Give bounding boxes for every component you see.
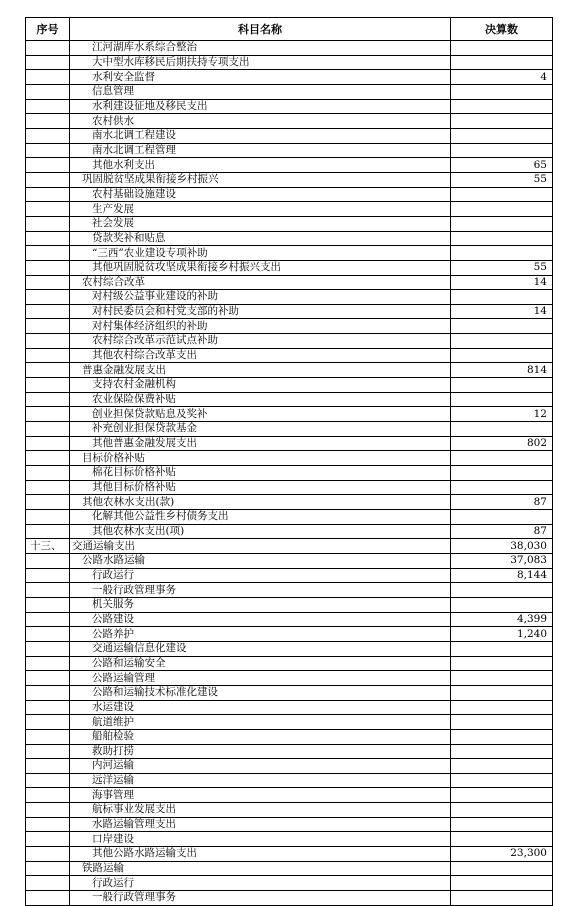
amount-cell: 4	[451, 70, 553, 85]
amount-cell: 37,083	[451, 553, 553, 568]
item-name-cell: 行政运行	[70, 568, 451, 583]
amount-cell	[451, 143, 553, 158]
table-row	[26, 715, 553, 730]
seq-cell	[26, 348, 70, 363]
table-row	[26, 172, 553, 187]
table-row	[26, 466, 553, 481]
table-row	[26, 510, 553, 525]
table-row	[26, 788, 553, 803]
table-row	[26, 348, 553, 363]
table-row	[26, 55, 553, 70]
amount-cell: 1,240	[451, 627, 553, 642]
amount-cell: 12	[451, 407, 553, 422]
header-amount: 决算数	[451, 18, 553, 41]
item-name-cell: 创业担保贷款贴息及奖补	[70, 407, 451, 422]
amount-cell	[451, 656, 553, 671]
seq-cell	[26, 114, 70, 129]
seq-cell	[26, 304, 70, 319]
seq-cell	[26, 553, 70, 568]
amount-cell	[451, 466, 553, 481]
item-name-cell: 对村级公益事业建设的补助	[70, 290, 451, 305]
item-name-cell: 公路运输管理	[70, 671, 451, 686]
amount-cell	[451, 99, 553, 114]
item-name-cell: 农村供水	[70, 114, 451, 129]
seq-cell	[26, 55, 70, 70]
amount-cell	[451, 290, 553, 305]
seq-cell	[26, 568, 70, 583]
item-name-cell: 南水北调工程管理	[70, 143, 451, 158]
seq-cell	[26, 128, 70, 143]
table-row	[26, 392, 553, 407]
item-name-cell: 普惠金融发展支出	[70, 363, 451, 378]
seq-cell	[26, 334, 70, 349]
item-name-cell: 一般行政管理事务	[70, 583, 451, 598]
seq-cell	[26, 773, 70, 788]
item-name-cell: 交通运输信息化建设	[70, 641, 451, 656]
table-row	[26, 304, 553, 319]
seq-cell	[26, 172, 70, 187]
amount-cell	[451, 422, 553, 437]
seq-cell	[26, 407, 70, 422]
amount-cell	[451, 744, 553, 759]
amount-cell	[451, 84, 553, 99]
table-row	[26, 480, 553, 495]
table-row	[26, 319, 553, 334]
seq-cell	[26, 41, 70, 56]
table-row	[26, 407, 553, 422]
amount-cell: 814	[451, 363, 553, 378]
seq-cell	[26, 847, 70, 862]
amount-cell	[451, 480, 553, 495]
table-header-row	[26, 18, 553, 41]
amount-cell	[451, 114, 553, 129]
amount-cell: 65	[451, 158, 553, 173]
item-name-cell: 行政运行	[70, 876, 451, 891]
table-row	[26, 260, 553, 275]
seq-cell	[26, 656, 70, 671]
seq-cell	[26, 627, 70, 642]
seq-cell	[26, 817, 70, 832]
amount-cell	[451, 187, 553, 202]
table-row	[26, 583, 553, 598]
item-name-cell: 航道维护	[70, 715, 451, 730]
seq-cell	[26, 700, 70, 715]
amount-cell	[451, 510, 553, 525]
seq-cell	[26, 378, 70, 393]
item-name-cell: 航标事业发展支出	[70, 803, 451, 818]
item-name-cell: 社会发展	[70, 216, 451, 231]
seq-cell	[26, 260, 70, 275]
table-row	[26, 143, 553, 158]
seq-cell	[26, 363, 70, 378]
table-row	[26, 378, 553, 393]
header-name: 科目名称	[70, 18, 451, 41]
amount-cell: 23,300	[451, 847, 553, 862]
item-name-cell: 目标价格补贴	[70, 451, 451, 466]
item-name-cell: 补充创业担保贷款基金	[70, 422, 451, 437]
seq-cell	[26, 422, 70, 437]
amount-cell: 87	[451, 524, 553, 539]
seq-cell	[26, 832, 70, 847]
item-name-cell: 其他普惠金融发展支出	[70, 436, 451, 451]
amount-cell	[451, 451, 553, 466]
seq-cell	[26, 583, 70, 598]
amount-cell	[451, 700, 553, 715]
item-name-cell: 机关服务	[70, 597, 451, 612]
item-name-cell: 巩固脱贫坚成果衔接乡村振兴	[70, 172, 451, 187]
amount-cell	[451, 334, 553, 349]
seq-cell	[26, 246, 70, 261]
table-row	[26, 817, 553, 832]
item-name-cell: 其他农林水支出(款)	[70, 495, 451, 510]
table-row	[26, 568, 553, 583]
seq-cell	[26, 216, 70, 231]
seq-cell	[26, 84, 70, 99]
item-name-cell: 其他农村综合改革支出	[70, 348, 451, 363]
table-row	[26, 246, 553, 261]
seq-cell	[26, 744, 70, 759]
amount-cell	[451, 876, 553, 891]
table-row	[26, 685, 553, 700]
amount-cell	[451, 803, 553, 818]
item-name-cell: 公路养护	[70, 627, 451, 642]
amount-cell	[451, 729, 553, 744]
amount-cell	[451, 685, 553, 700]
item-name-cell: 交通运输支出	[70, 539, 451, 554]
amount-cell	[451, 788, 553, 803]
table-row	[26, 700, 553, 715]
table-row	[26, 41, 553, 56]
table-row	[26, 363, 553, 378]
amount-cell	[451, 597, 553, 612]
item-name-cell: 其他目标价格补贴	[70, 480, 451, 495]
item-name-cell: 公路水路运输	[70, 553, 451, 568]
item-name-cell: 江河湖库水系综合整治	[70, 41, 451, 56]
item-name-cell: 对村民委员会和村党支部的补助	[70, 304, 451, 319]
seq-cell	[26, 788, 70, 803]
table-row	[26, 729, 553, 744]
item-name-cell: 水路运输管理支出	[70, 817, 451, 832]
seq-cell	[26, 290, 70, 305]
table-row	[26, 671, 553, 686]
seq-cell	[26, 671, 70, 686]
item-name-cell: 农村基础设施建设	[70, 187, 451, 202]
header-seq: 序号	[26, 18, 70, 41]
table-row	[26, 524, 553, 539]
amount-cell: 38,030	[451, 539, 553, 554]
amount-cell	[451, 319, 553, 334]
item-name-cell: 生产发展	[70, 202, 451, 217]
seq-cell	[26, 158, 70, 173]
table-row	[26, 495, 553, 510]
item-name-cell: 海事管理	[70, 788, 451, 803]
seq-cell	[26, 803, 70, 818]
seq-cell	[26, 392, 70, 407]
table-row	[26, 539, 553, 554]
seq-cell	[26, 99, 70, 114]
item-name-cell: 铁路运输	[70, 861, 451, 876]
seq-cell: 十三、	[26, 539, 70, 554]
item-name-cell: 内河运输	[70, 759, 451, 774]
item-name-cell: 贷款奖补和贴息	[70, 231, 451, 246]
table-row	[26, 216, 553, 231]
amount-cell	[451, 773, 553, 788]
seq-cell	[26, 70, 70, 85]
seq-cell	[26, 202, 70, 217]
item-name-cell: 信息管理	[70, 84, 451, 99]
table-row	[26, 832, 553, 847]
amount-cell	[451, 583, 553, 598]
item-name-cell: “三西”农业建设专项补助	[70, 246, 451, 261]
item-name-cell: 农村综合改革示范试点补助	[70, 334, 451, 349]
amount-cell: 55	[451, 260, 553, 275]
seq-cell	[26, 143, 70, 158]
item-name-cell: 其他巩固脱贫攻坚成果衔接乡村振兴支出	[70, 260, 451, 275]
item-name-cell: 其他公路水路运输支出	[70, 847, 451, 862]
amount-cell	[451, 671, 553, 686]
item-name-cell: 公路和运输安全	[70, 656, 451, 671]
table-row	[26, 876, 553, 891]
amount-cell	[451, 348, 553, 363]
amount-cell	[451, 759, 553, 774]
item-name-cell: 南水北调工程建设	[70, 128, 451, 143]
item-name-cell: 农业保险保费补贴	[70, 392, 451, 407]
table-row	[26, 553, 553, 568]
table-row	[26, 334, 553, 349]
item-name-cell: 其他农林水支出(项)	[70, 524, 451, 539]
item-name-cell: 其他水利支出	[70, 158, 451, 173]
amount-cell: 8,144	[451, 568, 553, 583]
item-name-cell: 支持农村金融机构	[70, 378, 451, 393]
item-name-cell: 公路建设	[70, 612, 451, 627]
item-name-cell: 救助打捞	[70, 744, 451, 759]
table-row	[26, 861, 553, 876]
amount-cell: 4,399	[451, 612, 553, 627]
amount-cell: 87	[451, 495, 553, 510]
table-row	[26, 847, 553, 862]
amount-cell	[451, 817, 553, 832]
item-name-cell: 船舶检验	[70, 729, 451, 744]
amount-cell	[451, 715, 553, 730]
table-row	[26, 759, 553, 774]
table-row	[26, 70, 553, 85]
seq-cell	[26, 466, 70, 481]
seq-cell	[26, 231, 70, 246]
amount-cell: 802	[451, 436, 553, 451]
table-row	[26, 128, 553, 143]
seq-cell	[26, 495, 70, 510]
item-name-cell: 水利安全监督	[70, 70, 451, 85]
seq-cell	[26, 612, 70, 627]
seq-cell	[26, 597, 70, 612]
seq-cell	[26, 685, 70, 700]
amount-cell: 14	[451, 304, 553, 319]
table-row	[26, 114, 553, 129]
seq-cell	[26, 715, 70, 730]
table-row	[26, 641, 553, 656]
table-row	[26, 773, 553, 788]
amount-cell	[451, 216, 553, 231]
item-name-cell: 大中型水库移民后期扶持专项支出	[70, 55, 451, 70]
amount-cell: 55	[451, 172, 553, 187]
table-row	[26, 422, 553, 437]
table-row	[26, 290, 553, 305]
item-name-cell: 远洋运输	[70, 773, 451, 788]
table-row	[26, 656, 553, 671]
item-name-cell: 一般行政管理事务	[70, 891, 451, 906]
seq-cell	[26, 510, 70, 525]
table-row	[26, 803, 553, 818]
table-row	[26, 597, 553, 612]
amount-cell	[451, 246, 553, 261]
item-name-cell: 水利建设征地及移民支出	[70, 99, 451, 114]
table-row	[26, 84, 553, 99]
seq-cell	[26, 275, 70, 290]
amount-cell	[451, 641, 553, 656]
amount-cell	[451, 392, 553, 407]
table-row	[26, 275, 553, 290]
seq-cell	[26, 759, 70, 774]
item-name-cell: 公路和运输技术标准化建设	[70, 685, 451, 700]
seq-cell	[26, 436, 70, 451]
amount-cell	[451, 55, 553, 70]
table-body	[26, 41, 553, 906]
amount-cell: 14	[451, 275, 553, 290]
amount-cell	[451, 41, 553, 56]
table-row	[26, 99, 553, 114]
seq-cell	[26, 451, 70, 466]
amount-cell	[451, 128, 553, 143]
table-row	[26, 612, 553, 627]
table-row	[26, 436, 553, 451]
seq-cell	[26, 319, 70, 334]
table-row	[26, 744, 553, 759]
item-name-cell: 水运建设	[70, 700, 451, 715]
table-row	[26, 627, 553, 642]
seq-cell	[26, 641, 70, 656]
amount-cell	[451, 378, 553, 393]
table-row	[26, 231, 553, 246]
amount-cell	[451, 861, 553, 876]
table-row	[26, 202, 553, 217]
seq-cell	[26, 480, 70, 495]
seq-cell	[26, 861, 70, 876]
seq-cell	[26, 876, 70, 891]
seq-cell	[26, 524, 70, 539]
item-name-cell: 棉花目标价格补贴	[70, 466, 451, 481]
item-name-cell: 口岸建设	[70, 832, 451, 847]
table-row	[26, 158, 553, 173]
amount-cell	[451, 231, 553, 246]
amount-cell	[451, 832, 553, 847]
amount-cell	[451, 202, 553, 217]
item-name-cell: 农村综合改革	[70, 275, 451, 290]
item-name-cell: 化解其他公益性乡村债务支出	[70, 510, 451, 525]
seq-cell	[26, 729, 70, 744]
item-name-cell: 对村集体经济组织的补助	[70, 319, 451, 334]
table-row	[26, 187, 553, 202]
table-row	[26, 451, 553, 466]
seq-cell	[26, 187, 70, 202]
budget-table	[25, 17, 553, 906]
